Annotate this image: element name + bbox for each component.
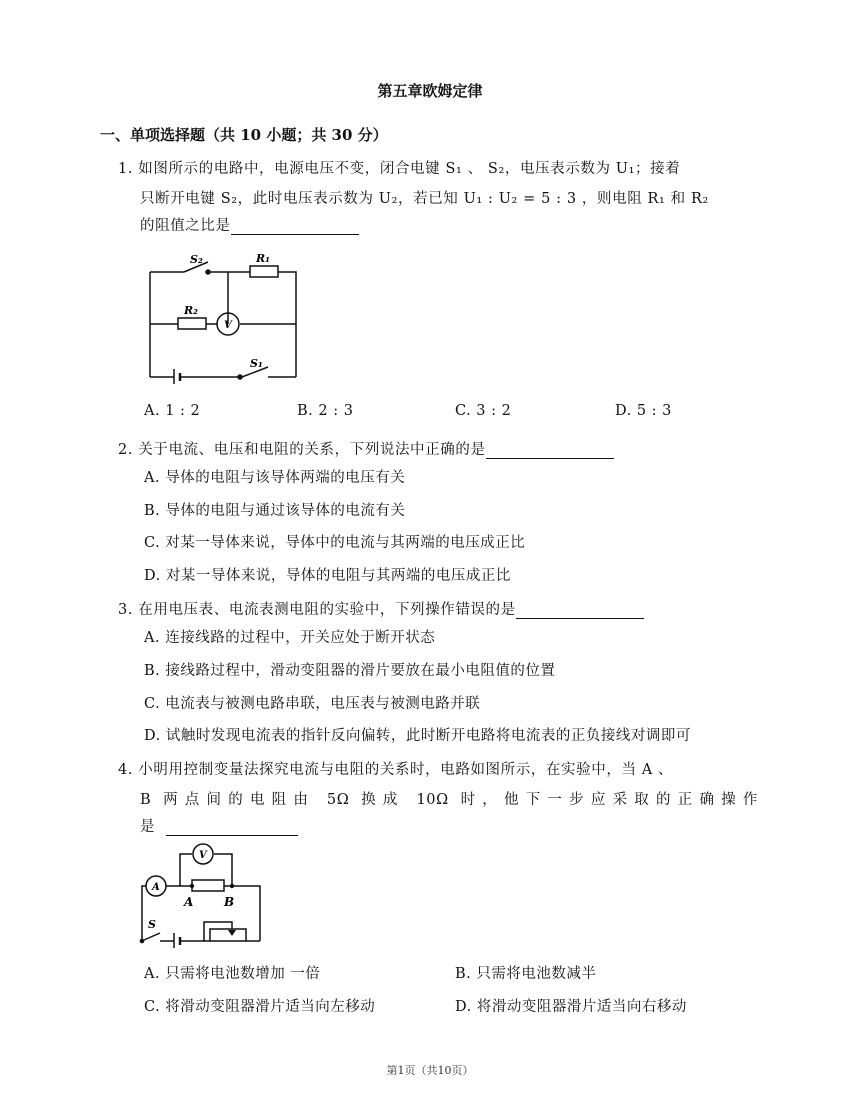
switch-s-icon [144,933,160,940]
q4-option-a[interactable]: A. 只需将电池数增加 一倍 [144,966,321,982]
q1-circuit-diagram [144,246,304,384]
q4-circuit-diagram [138,840,268,948]
q1-line3 [140,214,359,235]
page-title: 第五章欧姆定律 [377,82,483,100]
q2-line1 [118,438,614,459]
q1-option-b[interactable]: B. 2 : 3 [297,403,354,419]
q3-option-c[interactable]: C. 电流表与被测电路串联，电压表与被测电路并联 [144,696,481,712]
answer-blank [231,218,359,235]
q4-option-d[interactable]: D. 将滑动变阻器滑片适当向右移动 [455,999,687,1015]
q3-option-b[interactable]: B. 接线路过程中，滑动变阻器的滑片要放在最小电阻值的位置 [144,663,556,679]
q3-stem: 3. 在用电压表、电流表测电阻的实验中，下列操作错误的是 [118,602,516,618]
label-r1: R₁ [256,252,270,265]
label-a: A [184,895,194,909]
q1-stem-end: 的阻值之比是 [140,218,231,234]
q1-line1: 1. 如图所示的电路中，电源电压不变，闭合电键 S₁ 、 S₂，电压表示数为 U₁；接着 [118,161,681,177]
label-ammeter: A [152,882,160,893]
label-s1: S₁ [250,357,263,370]
q4-stem-end: 是 [140,819,156,835]
q3-option-a[interactable]: A. 连接线路的过程中，开关应处于断开状态 [144,630,436,646]
rheostat-icon [210,929,246,941]
q1-option-d[interactable]: D. 5 : 3 [615,403,672,419]
q1-option-c[interactable]: C. 3 : 2 [455,403,512,419]
resistor-ab-icon [192,880,224,891]
label-v: V [224,320,232,331]
slider-arrow-icon [228,930,236,936]
page-footer: 第1页（共10页） [386,1064,474,1077]
resistor-r2-icon [178,318,206,329]
q4-line2: B 两点间的电阻由 5Ω 换成 10Ω 时，他下一步应采取的正确操作 [140,792,758,808]
label-r2: R₂ [184,304,198,317]
label-s2: S₂ [190,253,203,266]
answer-blank [516,602,644,619]
q4-option-b[interactable]: B. 只需将电池数减半 [455,966,597,982]
q2-option-d[interactable]: D. 对某一导体来说，导体的电阻与其两端的电压成正比 [144,568,511,584]
q1-option-a[interactable]: A. 1 : 2 [144,403,201,419]
q2-option-a[interactable]: A. 导体的电阻与该导体两端的电压有关 [144,470,406,486]
answer-blank [166,819,298,836]
answer-blank [486,442,614,459]
resistor-r1-icon [250,266,278,277]
q4-option-c[interactable]: C. 将滑动变阻器滑片适当向左移动 [144,999,376,1015]
q3-option-d[interactable]: D. 试触时发现电流表的指针反向偏转，此时断开电路将电流表的正负接线对调即可 [144,728,691,744]
q1-line2: 只断开电键 S₂，此时电压表示数为 U₂，若已知 U₁ : U₂ = 5 : 3 ，则电阻 R₁ 和 R₂ [140,191,709,207]
q4-line1: 4. 小明用控制变量法探究电流与电阻的关系时，电路如图所示，在实验中，当 A 、 [118,762,674,778]
label-b: B [224,895,235,909]
q3-line1 [118,598,644,619]
section-heading: 一、单项选择题（共 10 小题；共 30 分） [100,126,388,144]
label-v: V [199,850,207,861]
q2-option-b[interactable]: B. 导体的电阻与通过该导体的电流有关 [144,503,406,519]
q4-line3 [140,815,298,836]
label-s: S [148,918,156,931]
q2-stem: 2. 关于电流、电压和电阻的关系，下列说法中正确的是 [118,442,486,458]
q2-option-c[interactable]: C. 对某一导体来说，导体中的电流与其两端的电压成正比 [144,535,526,551]
